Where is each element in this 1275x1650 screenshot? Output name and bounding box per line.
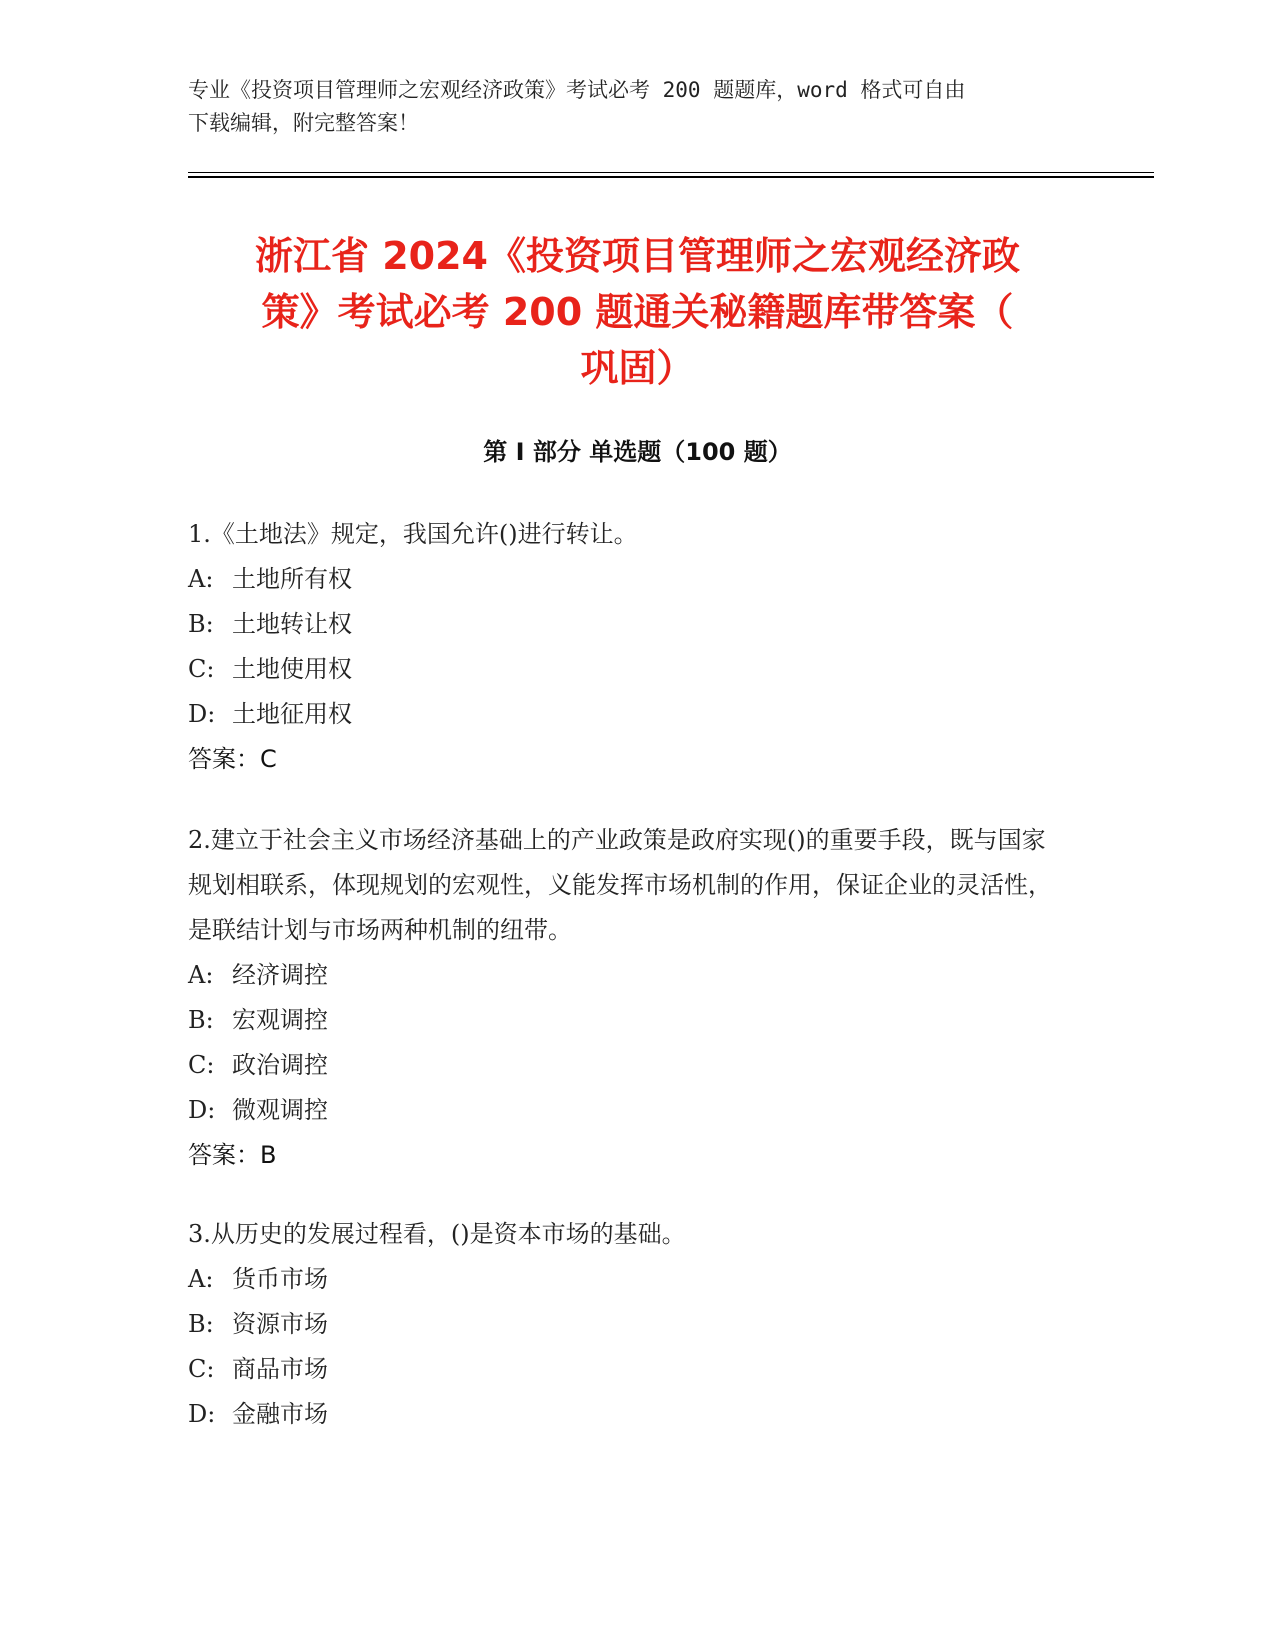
question-2 xyxy=(188,818,1068,1178)
answer-line: 答案：B xyxy=(188,1141,277,1169)
answer-line: 答案：C xyxy=(188,745,277,773)
option-b xyxy=(188,1302,1068,1347)
header-note xyxy=(188,74,1088,140)
option-key: B: xyxy=(188,610,214,638)
question-stem: 2.建立于社会主义市场经济基础上的产业政策是政府实现()的重要手段，既与国家规划相联系，体现规划的宏观性，义能发挥市场机制的作用，保证企业的灵活性，是联结计划与市场两种机制的纽带。 xyxy=(188,826,1052,944)
question-stem: 1.《土地法》规定，我国允许()进行转让。 xyxy=(188,520,638,548)
section-heading: 第 I 部分 单选题（100 题） xyxy=(483,438,792,466)
document-title xyxy=(180,228,1095,396)
header-note-line-2: 下载编辑，附完整答案！ xyxy=(188,111,419,135)
option-text: 资源市场 xyxy=(232,1310,328,1338)
option-text: 经济调控 xyxy=(232,961,328,989)
question-1 xyxy=(188,512,1068,782)
option-key: D: xyxy=(188,700,216,728)
option-c xyxy=(188,647,1068,692)
option-key: A: xyxy=(188,1265,214,1293)
option-d xyxy=(188,692,1068,737)
option-text: 货币市场 xyxy=(232,1265,328,1293)
option-list xyxy=(188,1257,1068,1437)
option-key: D: xyxy=(188,1096,216,1124)
option-b xyxy=(188,998,1068,1043)
option-d xyxy=(188,1392,1068,1437)
option-text: 政治调控 xyxy=(232,1051,328,1079)
option-text: 土地使用权 xyxy=(232,655,352,683)
option-key: A: xyxy=(188,961,214,989)
option-key: C: xyxy=(188,1051,215,1079)
option-key: B: xyxy=(188,1006,214,1034)
option-c xyxy=(188,1347,1068,1392)
option-b xyxy=(188,602,1068,647)
option-c xyxy=(188,1043,1068,1088)
option-a xyxy=(188,953,1068,998)
header-note-line-1: 专业《投资项目管理师之宏观经济政策》考试必考 200 题题库，word 格式可自由 xyxy=(188,78,966,102)
option-text: 微观调控 xyxy=(232,1096,328,1124)
option-key: C: xyxy=(188,1355,215,1383)
option-text: 金融市场 xyxy=(232,1400,328,1428)
option-text: 土地征用权 xyxy=(232,700,352,728)
option-a xyxy=(188,1257,1068,1302)
document-title-line-1: 浙江省 2024《投资项目管理师之宏观经济政 xyxy=(255,234,1020,278)
option-text: 土地转让权 xyxy=(232,610,352,638)
option-key: A: xyxy=(188,565,214,593)
question-stem: 3.从历史的发展过程看，()是资本市场的基础。 xyxy=(188,1220,686,1248)
option-key: D: xyxy=(188,1400,216,1428)
header-divider-thin xyxy=(188,172,1154,173)
option-list xyxy=(188,953,1068,1133)
option-text: 商品市场 xyxy=(232,1355,328,1383)
option-key: B: xyxy=(188,1310,214,1338)
header-divider-thick xyxy=(188,176,1154,178)
option-list xyxy=(188,557,1068,737)
option-text: 宏观调控 xyxy=(232,1006,328,1034)
option-text: 土地所有权 xyxy=(232,565,352,593)
option-d xyxy=(188,1088,1068,1133)
document-title-line-3: 巩固） xyxy=(580,346,695,390)
document-title-line-2: 策》考试必考 200 题通关秘籍题库带答案（ xyxy=(261,290,1014,334)
option-a xyxy=(188,557,1068,602)
question-3 xyxy=(188,1212,1068,1437)
option-key: C: xyxy=(188,655,215,683)
